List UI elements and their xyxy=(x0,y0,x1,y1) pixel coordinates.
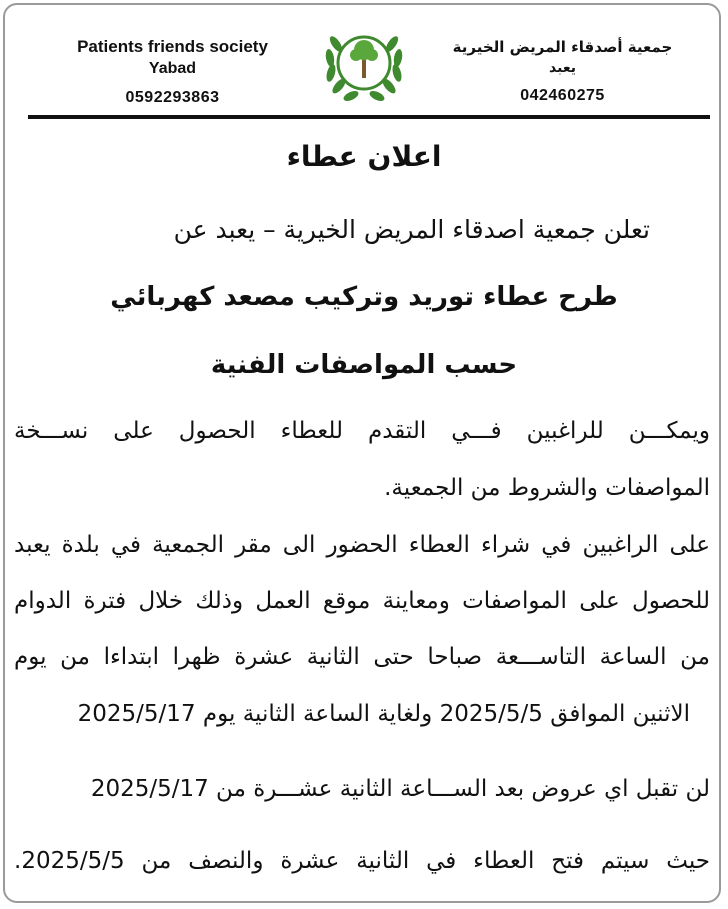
town-name-arabic: يعبد xyxy=(549,60,576,76)
letterhead-english xyxy=(40,36,305,110)
paragraph-2-line-3: من الساعة التاســـعة صباحا حتى الثانية عشرة ظهرا ابتداءا من يوم xyxy=(14,644,710,670)
town-name-english: Yabad xyxy=(148,60,197,77)
phone-landline: 042460275 xyxy=(520,87,605,104)
paragraph-2-line-1: على الراغبين في شراء العطاء الحضور الى مقر الجمعية في بلدة يعبد xyxy=(14,532,710,558)
paragraph-2-line-2: للحصول على المواصفات ومعاينة موقع العمل وذلك خلال فترة الدوام xyxy=(14,588,710,614)
phone-mobile: 0592293863 xyxy=(125,89,220,106)
paragraph-1-line-2: المواصفات والشروط من الجمعية. xyxy=(384,475,710,501)
tender-subject: طرح عطاء توريد وتركيب مصعد كهربائي xyxy=(110,282,618,312)
society-name-arabic: جمعية أصدقاء المريض الخيرية xyxy=(452,38,673,56)
paragraph-2-line-4: الاثنين الموافق 2025/5/5 ولغاية الساعة الثانية يوم 2025/5/17 xyxy=(77,701,690,727)
header-divider xyxy=(28,115,710,119)
logo-left-wreath xyxy=(324,34,359,103)
logo-tree-icon xyxy=(350,40,378,78)
letterhead-arabic xyxy=(430,36,695,108)
page-border xyxy=(3,3,721,903)
letterhead xyxy=(0,0,728,122)
paragraph-1-line-1: ويمكـــن للراغبين فـــي التقدم للعطاء الحصول على نســـخة xyxy=(14,418,710,444)
tender-specification: حسب المواصفات الفنية xyxy=(210,350,518,380)
announcement-intro: تعلن جمعية اصدقاء المريض الخيرية – يعبد عن xyxy=(173,215,650,244)
logo-right-wreath xyxy=(368,34,403,103)
society-logo xyxy=(316,18,412,108)
paragraph-4: حيث سيتم فتح العطاء في الثانية عشرة والنصف من 2025/5/5. xyxy=(14,848,710,874)
society-name-english: Patients friends society xyxy=(77,37,268,56)
announcement-title: اعلان عطاء xyxy=(286,140,442,173)
paragraph-3: لن تقبل اي عروض بعد الســـاعة الثانية عشـــرة من 2025/5/17 xyxy=(90,776,710,802)
